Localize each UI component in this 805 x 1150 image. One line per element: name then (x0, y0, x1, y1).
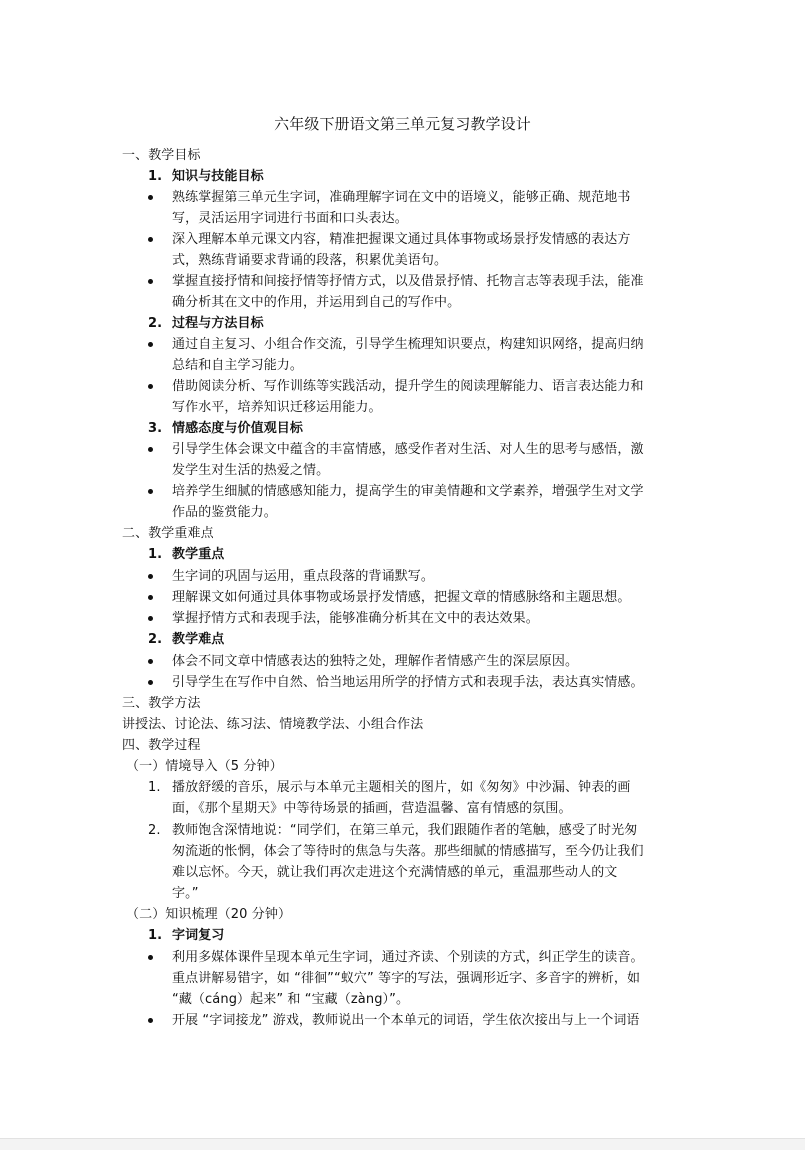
bullet-dot (148, 279, 153, 284)
list-item-text: 深入理解本单元课文内容，精准把握课文通过具体事物或场景抒发情感的表达方 (172, 232, 631, 247)
document-title: 六年级下册语文第三单元复习教学设计 (274, 115, 531, 133)
list-number: 1. (148, 547, 163, 562)
methods-text: 讲授法、讨论法、练习法、情境教学法、小组合作法 (122, 717, 424, 732)
list-item-text: 式，熟练背诵要求背诵的段落，积累优美语句。 (172, 253, 448, 268)
section-heading-methods: 三、教学方法 (122, 696, 201, 711)
subsection-heading-knowledge-review: （二）知识梳理（20 分钟） (126, 907, 292, 922)
section-heading-process: 四、教学过程 (122, 738, 201, 753)
bullet-dot (148, 342, 153, 347)
list-item-text: 写作水平，培养知识迁移运用能力。 (172, 400, 382, 415)
list-item-text: 教师饱含深情地说：“同学们，在第三单元，我们跟随作者的笔触，感受了时光匆 (172, 823, 638, 838)
subheading-label: 情感态度与价值观目标 (172, 421, 304, 436)
bullet-dot (148, 574, 153, 579)
bullet-dot (148, 1018, 153, 1023)
list-item-text: 写，灵活运用字词进行书面和口头表达。 (172, 211, 408, 226)
list-item-text: 理解课文如何通过具体事物或场景抒发情感，把握文章的情感脉络和主题思想。 (172, 590, 631, 605)
list-number: 1. (148, 928, 163, 943)
list-item-text: “藏（cáng）起来” 和 “宝藏（zàng）”。 (172, 992, 410, 1007)
list-item-text: 通过自主复习、小组合作交流，引导学生梳理知识要点，构建知识网络，提高归纳 (172, 337, 644, 352)
list-number: 3. (148, 421, 163, 436)
bullet-dot (148, 955, 153, 960)
list-number: 2. (148, 823, 161, 838)
list-item-text: 利用多媒体课件呈现本单元生字词，通过齐读、个别读的方式，纠正学生的读音。 (172, 950, 644, 965)
list-number: 1. (148, 780, 161, 795)
subheading-difficulties (148, 629, 224, 650)
bullet-dot (148, 195, 153, 200)
bullet-dot (148, 659, 153, 664)
subheading-label: 过程与方法目标 (172, 316, 264, 331)
list-item-text: 引导学生体会课文中蕴含的丰富情感，感受作者对生活、对人生的思考与感悟，激 (172, 442, 644, 457)
bullet-dot (148, 489, 153, 494)
list-number: 2. (148, 632, 163, 647)
subheading-process-methods (148, 313, 264, 334)
list-item-text: 重点讲解易错字，如 “徘徊”“蚁穴” 等字的写法，强调形近字、多音字的辨析，如 (172, 971, 641, 986)
list-item-text: 借助阅读分析、写作训练等实践活动，提升学生的阅读理解能力、语言表达能力和 (172, 379, 644, 394)
list-item-text: 引导学生在写作中自然、恰当地运用所学的抒情方式和表现手法，表达真实情感。 (172, 675, 644, 690)
list-item-text: 开展 “字词接龙” 游戏，教师说出一个本单元的词语，学生依次接出与上一个词语 (172, 1013, 640, 1028)
subsection-heading-introduction: （一）情境导入（5 分钟） (126, 759, 283, 774)
subheading-label: 知识与技能目标 (172, 169, 264, 184)
list-item-text: 确分析其在文中的作用，并运用到自己的写作中。 (172, 295, 461, 310)
list-item-text: 总结和自主学习能力。 (172, 358, 304, 373)
subheading-label: 教学难点 (172, 632, 225, 647)
list-item-text: 培养学生细腻的情感感知能力，提高学生的审美情趣和文学素养，增强学生对文学 (172, 484, 644, 499)
subheading-knowledge-skills (148, 166, 264, 187)
subheading-label: 字词复习 (172, 928, 225, 943)
bullet-dot (148, 680, 153, 685)
list-item-text: 掌握直接抒情和间接抒情等抒情方式，以及借景抒情、托物言志等表现手法，能准 (172, 274, 644, 289)
list-number: 2. (148, 316, 163, 331)
subheading-vocabulary-review (148, 925, 224, 946)
list-item-text: 字。” (172, 886, 199, 901)
subheading-label: 教学重点 (172, 547, 225, 562)
list-item-text: 生字词的巩固与运用，重点段落的背诵默写。 (172, 569, 435, 584)
bullet-dot (148, 237, 153, 242)
bullet-dot (148, 447, 153, 452)
list-item-text: 掌握抒情方式和表现手法，能够准确分析其在文中的表达效果。 (172, 611, 539, 626)
bullet-dot (148, 595, 153, 600)
list-item-text: 难以忘怀。今天，就让我们再次走进这个充满情感的单元，重温那些动人的文 (172, 865, 618, 880)
subheading-key-focus (148, 544, 224, 565)
list-item-text: 熟练掌握第三单元生字词，准确理解字词在文中的语境义，能够正确、规范地书 (172, 190, 631, 205)
list-number: 1. (148, 169, 163, 184)
list-item-text: 作品的鉴赏能力。 (172, 505, 277, 520)
list-item-text: 匆流逝的怅惘，体会了等待时的焦急与失落。那些细腻的情感描写，至今仍让我们 (172, 844, 644, 859)
section-heading-key-points: 二、教学重难点 (122, 526, 214, 541)
list-item-text: 体会不同文章中情感表达的独特之处，理解作者情感产生的深层原因。 (172, 654, 579, 669)
list-item-text: 发学生对生活的热爱之情。 (172, 463, 330, 478)
bullet-dot (148, 384, 153, 389)
list-item-text: 面，《那个星期天》中等待场景的插画，营造温馨、富有情感的氛围。 (172, 801, 572, 816)
list-item-text: 播放舒缓的音乐，展示与本单元主题相关的图片，如《匆匆》中沙漏、钟表的画 (172, 780, 631, 795)
bullet-dot (148, 616, 153, 621)
subheading-emotion-values (148, 418, 303, 439)
section-heading-objectives: 一、教学目标 (122, 148, 201, 163)
